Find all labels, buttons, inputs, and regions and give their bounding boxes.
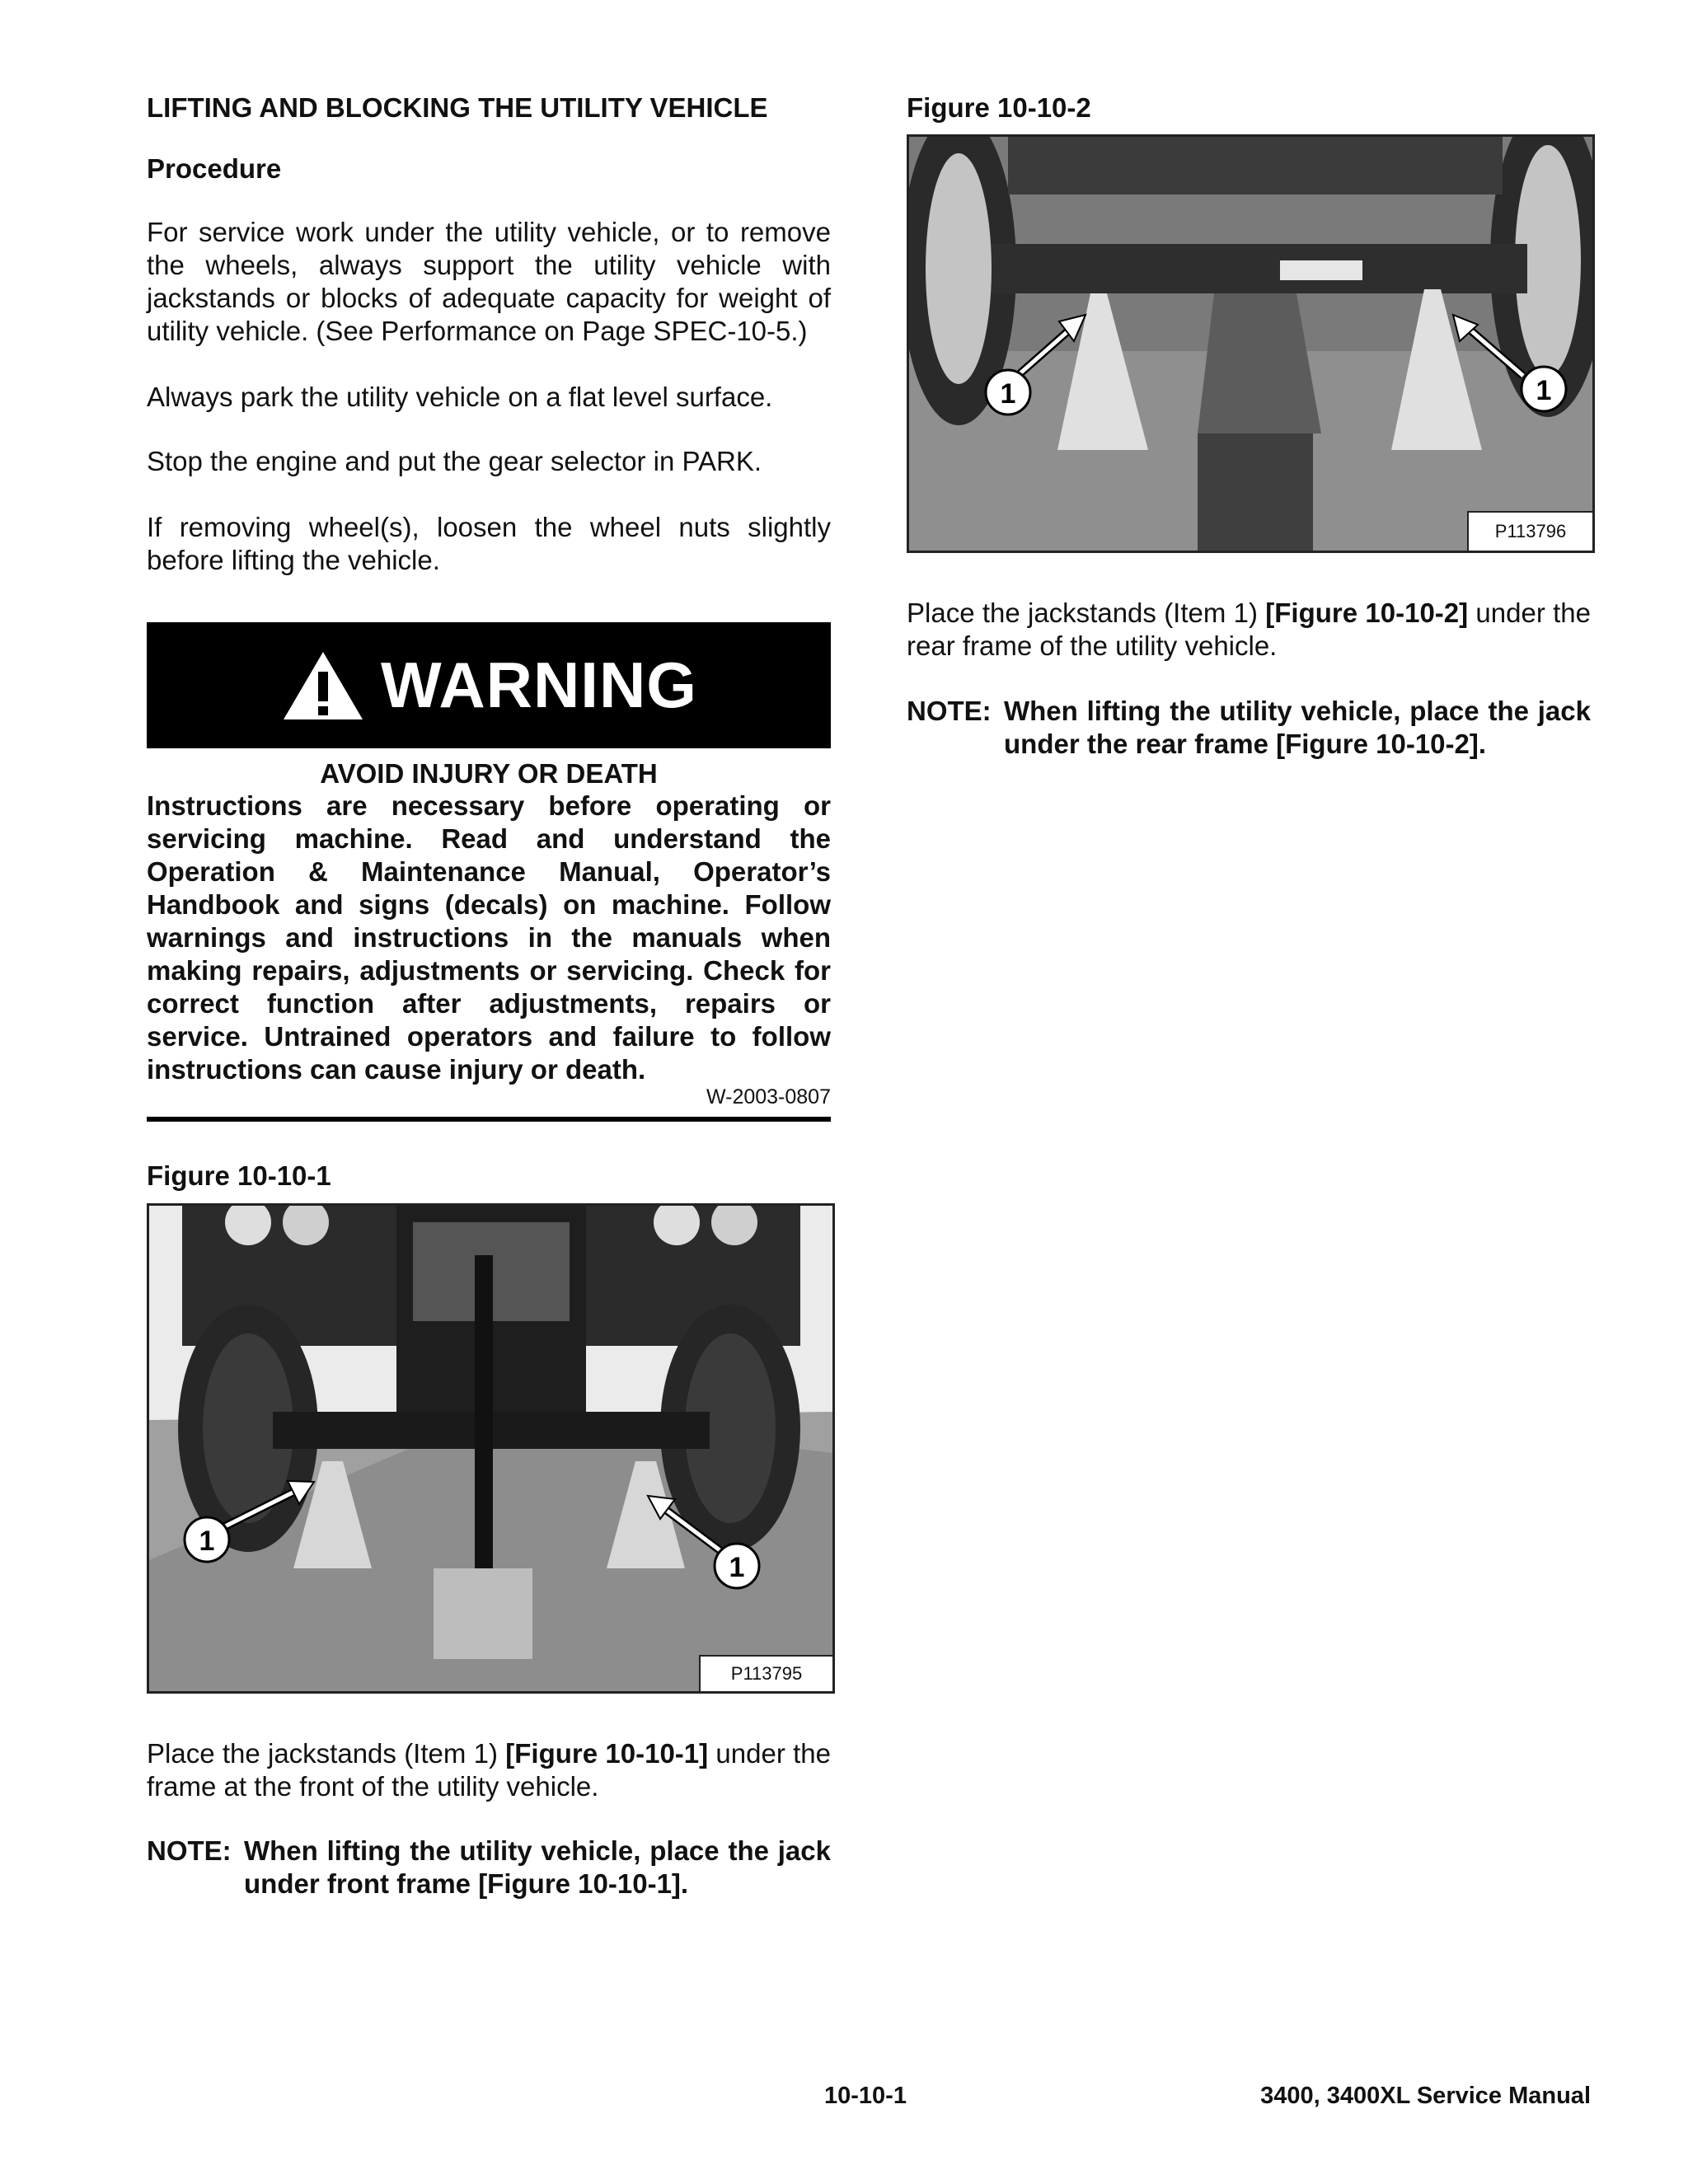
paragraph-rear-jackstands: Place the jackstands (Item 1) [Figure 10-10-2] under the rear frame of the utility vehicle. <box>907 598 1591 661</box>
note-label: NOTE: <box>907 696 992 726</box>
warning-subtitle: AVOID INJURY OR DEATH <box>320 758 658 789</box>
note-text: When lifting the utility vehicle, place the jack under the rear frame [Figure 10-10-2]. <box>1004 696 1591 759</box>
section-title: LIFTING AND BLOCKING THE UTILITY VEHICLE <box>147 92 768 123</box>
paragraph-park-level: Always park the utility vehicle on a flat level surface. <box>147 382 773 412</box>
figure-2-callout-right: 1 <box>1536 375 1552 406</box>
paragraph-front-jackstands: Place the jackstands (Item 1) [Figure 10-10-1] under the frame at the front of the utility vehicle. <box>147 1738 831 1802</box>
warning-banner <box>147 622 831 748</box>
warning-body: Instructions are necessary before operating or servicing machine. Read and understand the Operation & Maintenance Manual, Operator’s Handbook and signs (decals) on machine. Follow warnings and instructions in the manuals when making repairs, adjustments or servicing. Check for correct function after adjustments, repairs or service. Untrained operators and failure to follow instructions can cause injury or death. <box>147 790 831 1085</box>
warning-triangle-icon <box>280 649 366 723</box>
figure-2-caption: Figure 10-10-2 <box>907 92 1091 123</box>
warning-divider <box>147 1117 831 1122</box>
figure-1-photo <box>147 1203 835 1694</box>
warning-title: WARNING <box>381 649 697 721</box>
paragraph-loosen-nuts: If removing wheel(s), loosen the wheel nuts slightly before lifting the vehicle. <box>147 512 831 575</box>
manual-title: 3400, 3400XL Service Manual <box>1260 2083 1591 2109</box>
warning-code: W-2003-0807 <box>706 1085 831 1108</box>
note-rear-frame <box>907 695 1591 761</box>
note-text: When lifting the utility vehicle, place the jack under front frame [Figure 10-10-1]. <box>244 1835 831 1899</box>
paragraph-stop-engine: Stop the engine and put the gear selector in PARK. <box>147 446 762 476</box>
figure-1-callout-left: 1 <box>199 1526 215 1557</box>
paragraph-service-support: For service work under the utility vehicle, or to remove the wheels, always support the utility vehicle with jackstands or blocks of adequate capacity for weight of utility vehicle. (See Performance on Page SPEC-10-5.) <box>147 217 831 346</box>
figure-2-photo <box>907 134 1595 553</box>
note-label: NOTE: <box>147 1835 232 1866</box>
figure-2-callout-left: 1 <box>1000 378 1016 410</box>
figure-1-caption: Figure 10-10-1 <box>147 1160 331 1191</box>
figure-1-photo-code: P113795 <box>699 1655 832 1691</box>
figure-2-photo-code: P113796 <box>1467 511 1592 551</box>
page-number: 10-10-1 <box>824 2083 907 2109</box>
figure-1-callout-right: 1 <box>729 1552 745 1583</box>
note-front-frame <box>147 1835 831 1900</box>
procedure-subtitle: Procedure <box>147 153 282 184</box>
